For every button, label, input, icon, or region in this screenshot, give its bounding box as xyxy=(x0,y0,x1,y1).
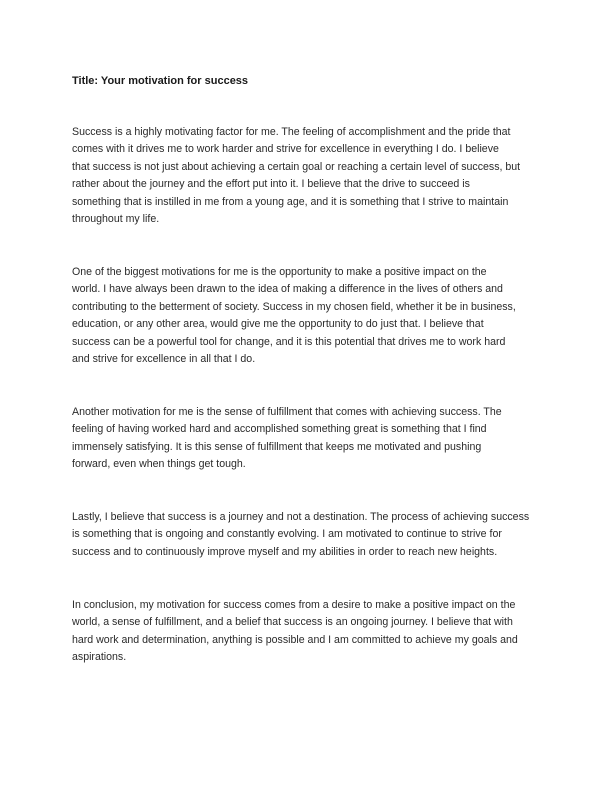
paragraph-1 xyxy=(72,124,542,228)
paragraph-line: is something that is ongoing and constantly evolving. I am motivated to continue to strive for xyxy=(72,528,502,541)
paragraph-line: comes with it drives me to work harder and strive for excellence in everything I do. I believe xyxy=(72,143,499,156)
paragraph-line: rather about the journey and the effort put into it. I believe that the drive to succeed is xyxy=(72,178,470,191)
paragraph-line: Another motivation for me is the sense of fulfillment that comes with achieving success. The xyxy=(72,406,502,418)
paragraph-line: that success is not just about achieving a certain goal or reaching a certain level of success, but xyxy=(72,160,521,173)
paragraph-5 xyxy=(72,597,542,667)
paragraph-line: Success is a highly motivating factor for me. The feeling of accomplishment and the pride that xyxy=(72,126,511,138)
paragraph-line: Lastly, I believe that success is a journey and not a destination. The process of achieving success xyxy=(72,511,530,523)
paragraph-line: immensely satisfying. It is this sense of fulfillment that keeps me motivated and pushing xyxy=(72,440,482,453)
paragraph-2 xyxy=(72,264,542,368)
paragraph-line: something that is instilled in me from a young age, and it is something that I strive to maintain xyxy=(72,195,509,208)
paragraph-3 xyxy=(72,404,542,474)
paragraph-line: feeling of having worked hard and accomplished something great is something that I find xyxy=(72,423,487,436)
paragraph-line: world, a sense of fulfillment, and a belief that success is an ongoing journey. I believe that with xyxy=(72,616,513,629)
paragraph-line: education, or any other area, would give me the opportunity to do just that. I believe that xyxy=(72,318,484,331)
paragraph-line: aspirations. xyxy=(72,651,127,664)
paragraph-line: hard work and determination, anything is possible and I am committed to achieve my goals and xyxy=(72,633,518,646)
paragraph-line: world. I have always been drawn to the idea of making a difference in the lives of others and xyxy=(72,283,503,296)
document-title: Title: Your motivation for success xyxy=(72,75,249,87)
paragraph-line: In conclusion, my motivation for success comes from a desire to make a positive impact on the xyxy=(72,599,516,611)
paragraph-line: contributing to the betterment of society. Success in my chosen field, whether it be in business, xyxy=(72,300,516,313)
paragraph-line: success and to continuously improve myself and my abilities in order to reach new heights. xyxy=(72,545,498,558)
paragraph-line: throughout my life. xyxy=(72,213,160,226)
paragraph-line: success can be a powerful tool for change, and it is this potential that drives me to work hard xyxy=(72,335,506,348)
paragraph-line: and strive for excellence in all that I do. xyxy=(72,353,256,366)
paragraph-line: forward, even when things get tough. xyxy=(72,458,246,471)
paragraph-line: One of the biggest motivations for me is the opportunity to make a positive impact on the xyxy=(72,266,487,278)
paragraph-4 xyxy=(72,509,542,561)
